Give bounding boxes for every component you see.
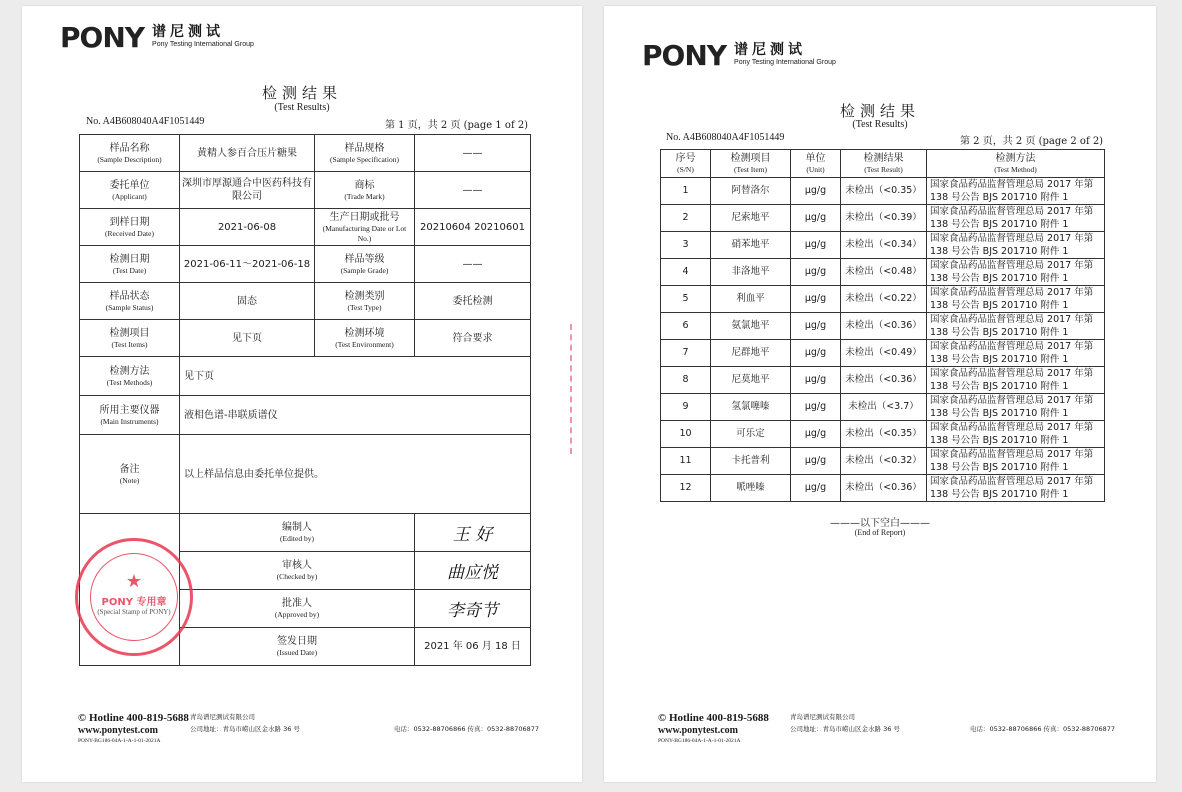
field-label	[80, 435, 180, 514]
column-header	[661, 150, 711, 178]
field-label	[80, 320, 180, 357]
label-en: (Test Type)	[347, 302, 382, 312]
label-en: (Test Result)	[864, 165, 903, 174]
form-code: PONY-BG186-04A-1-A-1-01-2021A	[658, 738, 741, 744]
row-item: 可乐定	[711, 421, 791, 448]
table-row	[80, 209, 531, 246]
website: www.ponytest.com	[658, 725, 738, 736]
label-en: (Applicant)	[112, 191, 147, 201]
page-title: 检测结果	[261, 84, 342, 102]
field-value: 2021-06-11～2021-06-18	[180, 246, 315, 283]
field-label	[80, 283, 180, 320]
company-phone: 电话：0532-88706866 传真：0532-88706877	[394, 725, 540, 733]
label-en: (Approved by)	[274, 610, 320, 619]
row-method: 国家食品药品监督管理总局 2017 年第 138 号公告 BJS 201710 附件 1	[927, 448, 1105, 475]
label-cn: 检测结果	[863, 153, 904, 164]
field-value: ——	[415, 135, 531, 172]
row-item: 阿替洛尔	[711, 178, 791, 205]
row-item: 哌唑嗪	[711, 475, 791, 502]
label-cn: 样品名称	[109, 142, 150, 154]
label-en: (Test Date)	[112, 265, 147, 275]
field-label	[180, 590, 415, 628]
table-row	[661, 259, 1105, 286]
company-phone: 电话：0532-88706866 传真：0532-88706877	[970, 725, 1116, 733]
row-unit: μg/g	[791, 421, 841, 448]
end-of-report-en: (End of Report)	[854, 528, 906, 537]
report-page-1	[22, 6, 582, 782]
logo-cn: 谱尼测试	[152, 24, 225, 40]
field-label	[80, 135, 180, 172]
table-row	[661, 421, 1105, 448]
label-cn: 检测方法	[109, 365, 150, 377]
column-header	[711, 150, 791, 178]
column-header	[927, 150, 1105, 178]
pony-logo	[642, 39, 836, 72]
row-item: 氨氯地平	[711, 313, 791, 340]
label-en: (Note)	[119, 475, 140, 485]
row-result: 未检出（<0.34）	[841, 232, 927, 259]
page-subtitle: (Test Results)	[852, 119, 908, 130]
label-cn: 审核人	[282, 560, 312, 571]
field-label	[315, 246, 415, 283]
end-of-report-cn: ———以下空白———	[830, 518, 930, 529]
row-unit: μg/g	[791, 394, 841, 421]
table-row	[661, 394, 1105, 421]
label-cn: 批准人	[282, 598, 312, 609]
row-unit: μg/g	[791, 475, 841, 502]
row-sn: 11	[661, 448, 711, 475]
row-unit: μg/g	[791, 448, 841, 475]
logo-word: PONY	[60, 21, 145, 54]
row-item: 非洛地平	[711, 259, 791, 286]
label-cn: 委托单位	[109, 179, 150, 191]
special-stamp	[75, 538, 193, 656]
row-sn: 5	[661, 286, 711, 313]
field-label	[315, 283, 415, 320]
field-value: 液相色谱-串联质谱仪	[180, 396, 531, 435]
logo-en: Pony Testing International Group	[152, 41, 254, 48]
footer-left	[658, 712, 769, 745]
row-item: 氢氯噻嗪	[711, 394, 791, 421]
row-item: 卡托普利	[711, 448, 791, 475]
label-cn: 所用主要仪器	[99, 404, 160, 416]
page-number: 第 1 页，共 2 页 (page 1 of 2)	[385, 120, 529, 131]
label-en: (Test Environment)	[335, 339, 394, 349]
row-item: 尼索地平	[711, 205, 791, 232]
report-number: No. A4B608040A4F1051449	[86, 116, 205, 127]
row-result: 未检出（<0.48）	[841, 259, 927, 286]
row-result: 未检出（<0.39）	[841, 205, 927, 232]
field-value: 20210604 20210601	[415, 209, 531, 246]
signature: 曲应悦	[415, 552, 531, 590]
label-cn: 到样日期	[109, 216, 150, 228]
column-header	[791, 150, 841, 178]
field-label	[315, 135, 415, 172]
row-sn: 9	[661, 394, 711, 421]
label-en: (Trade Mark)	[344, 191, 385, 201]
row-method: 国家食品药品监督管理总局 2017 年第 138 号公告 BJS 201710 附件 1	[927, 421, 1105, 448]
row-sn: 10	[661, 421, 711, 448]
label-cn: 检测环境	[344, 327, 385, 339]
row-sn: 4	[661, 259, 711, 286]
table-row	[80, 172, 531, 209]
label-cn: 备注	[119, 463, 140, 475]
label-en: (S/N)	[677, 165, 694, 174]
label-cn: 检测类别	[344, 290, 385, 302]
page-number: 第 2 页，共 2 页 (page 2 of 2)	[960, 136, 1104, 147]
field-value: 黄精人参百合压片糖果	[180, 135, 315, 172]
field-value: ——	[415, 246, 531, 283]
website: www.ponytest.com	[78, 725, 158, 736]
label-en: (Test Method)	[994, 165, 1037, 174]
label-cn: 序号	[675, 153, 696, 164]
label-cn: 生产日期或批号	[329, 211, 400, 223]
table-row	[661, 340, 1105, 367]
row-unit: μg/g	[791, 232, 841, 259]
form-code: PONY-BG186-04A-1-A-1-01-2021A	[78, 738, 161, 744]
label-cn: 商标	[354, 179, 375, 191]
field-value: 固态	[180, 283, 315, 320]
label-cn: 签发日期	[277, 636, 317, 647]
row-result: 未检出（<0.32）	[841, 448, 927, 475]
hotline: © Hotline 400-819-5688	[78, 712, 189, 724]
label-en: (Sample Specification)	[330, 154, 399, 164]
field-label	[315, 172, 415, 209]
row-sn: 8	[661, 367, 711, 394]
row-result: 未检出（<0.35）	[841, 178, 927, 205]
row-sn: 6	[661, 313, 711, 340]
table-row	[80, 283, 531, 320]
table-row	[80, 320, 531, 357]
field-label	[180, 552, 415, 590]
label-en: (Sample Grade)	[340, 265, 389, 275]
row-method: 国家食品药品监督管理总局 2017 年第 138 号公告 BJS 201710 附件 1	[927, 286, 1105, 313]
row-method: 国家食品药品监督管理总局 2017 年第 138 号公告 BJS 201710 附件 1	[927, 367, 1105, 394]
table-row	[661, 367, 1105, 394]
row-result: 未检出（<0.22）	[841, 286, 927, 313]
column-header	[841, 150, 927, 178]
label-en: (Received Date)	[105, 228, 154, 238]
logo-en: Pony Testing International Group	[734, 59, 836, 66]
field-value: 2021-06-08	[180, 209, 315, 246]
row-result: 未检出（<0.36）	[841, 475, 927, 502]
table-row	[661, 448, 1105, 475]
label-en: (Unit)	[806, 165, 825, 174]
star-icon: ★	[125, 571, 143, 592]
table-row	[80, 135, 531, 172]
test-results-table	[660, 149, 1105, 502]
label-en: (Edited by)	[280, 534, 314, 543]
stamp-en: (Special Stamp of PONY)	[97, 608, 171, 616]
row-unit: μg/g	[791, 178, 841, 205]
table-row	[80, 246, 531, 283]
table-row	[661, 178, 1105, 205]
label-cn: 样品状态	[109, 290, 150, 302]
row-item: 尼群地平	[711, 340, 791, 367]
label-en: (Manufacturing Date or Lot No.)	[322, 223, 407, 243]
label-en: (Issued Date)	[276, 648, 318, 657]
field-value: 见下页	[180, 357, 531, 396]
issued-date: 2021 年 06 月 18 日	[415, 628, 531, 666]
label-en: (Test Items)	[111, 339, 148, 349]
company-address: 公司地址：青岛市崂山区金水路 36 号	[190, 725, 300, 733]
field-value: 深圳市厚源通合中医药科技有限公司	[180, 172, 315, 209]
page-subtitle: (Test Results)	[274, 102, 330, 113]
label-en: (Main Instruments)	[100, 416, 159, 426]
field-label	[315, 320, 415, 357]
table-row	[80, 435, 531, 514]
row-method: 国家食品药品监督管理总局 2017 年第 138 号公告 BJS 201710 附件 1	[927, 205, 1105, 232]
report-page-2	[604, 6, 1156, 782]
footer-left	[78, 712, 189, 745]
field-value: 符合要求	[415, 320, 531, 357]
row-method: 国家食品药品监督管理总局 2017 年第 138 号公告 BJS 201710 附件 1	[927, 394, 1105, 421]
label-en: (Sample Status)	[105, 302, 154, 312]
row-sn: 7	[661, 340, 711, 367]
label-cn: 检测项目	[730, 153, 771, 164]
field-label	[80, 396, 180, 435]
row-sn: 12	[661, 475, 711, 502]
label-en: (Checked by)	[276, 572, 318, 581]
row-unit: μg/g	[791, 367, 841, 394]
table-row	[661, 313, 1105, 340]
field-value: 见下页	[180, 320, 315, 357]
row-method: 国家食品药品监督管理总局 2017 年第 138 号公告 BJS 201710 附件 1	[927, 232, 1105, 259]
row-method: 国家食品药品监督管理总局 2017 年第 138 号公告 BJS 201710 附件 1	[927, 475, 1105, 502]
row-result: 未检出（<0.35）	[841, 421, 927, 448]
signature: 李奇节	[415, 590, 531, 628]
seam-stamp	[570, 324, 582, 454]
field-label	[80, 246, 180, 283]
report-number: No. A4B608040A4F1051449	[666, 132, 785, 143]
row-unit: μg/g	[791, 259, 841, 286]
label-en: (Test Methods)	[106, 377, 153, 387]
field-label	[80, 357, 180, 396]
row-method: 国家食品药品监督管理总局 2017 年第 138 号公告 BJS 201710 附件 1	[927, 340, 1105, 367]
label-cn: 单位	[805, 153, 826, 164]
row-result: 未检出（<3.7）	[841, 394, 927, 421]
logo-cn: 谱尼测试	[734, 42, 807, 58]
row-method: 国家食品药品监督管理总局 2017 年第 138 号公告 BJS 201710 附件 1	[927, 178, 1105, 205]
field-value: ——	[415, 172, 531, 209]
label-cn: 样品等级	[344, 253, 385, 265]
field-label	[80, 172, 180, 209]
table-row	[661, 286, 1105, 313]
row-item: 硝苯地平	[711, 232, 791, 259]
field-label	[180, 628, 415, 666]
field-label	[80, 209, 180, 246]
row-item: 尼莫地平	[711, 367, 791, 394]
field-value: 以上样品信息由委托单位提供。	[180, 435, 531, 514]
company-name: 青岛谱尼测试有限公司	[790, 713, 855, 721]
table-row	[661, 205, 1105, 232]
label-cn: 检测项目	[109, 327, 150, 339]
label-cn: 样品规格	[344, 142, 385, 154]
label-cn: 检测方法	[995, 153, 1036, 164]
signature: 王 好	[415, 514, 531, 552]
stamp-text: PONY 专用章	[101, 597, 167, 608]
row-sn: 2	[661, 205, 711, 232]
row-unit: μg/g	[791, 313, 841, 340]
row-result: 未检出（<0.36）	[841, 367, 927, 394]
label-cn: 检测日期	[109, 253, 150, 265]
label-en: (Sample Description)	[97, 154, 162, 164]
table-row	[80, 396, 531, 435]
label-en: (Test Item)	[733, 165, 767, 174]
label-cn: 编制人	[282, 522, 312, 533]
field-label	[180, 514, 415, 552]
row-unit: μg/g	[791, 340, 841, 367]
field-label	[315, 209, 415, 246]
row-method: 国家食品药品监督管理总局 2017 年第 138 号公告 BJS 201710 附件 1	[927, 259, 1105, 286]
row-unit: μg/g	[791, 286, 841, 313]
field-value: 委托检测	[415, 283, 531, 320]
row-sn: 3	[661, 232, 711, 259]
hotline: © Hotline 400-819-5688	[658, 712, 769, 724]
row-result: 未检出（<0.49）	[841, 340, 927, 367]
company-address: 公司地址：青岛市崂山区金水路 36 号	[790, 725, 900, 733]
company-name: 青岛谱尼测试有限公司	[190, 713, 255, 721]
row-unit: μg/g	[791, 205, 841, 232]
page-title: 检测结果	[839, 102, 920, 120]
row-result: 未检出（<0.36）	[841, 313, 927, 340]
row-method: 国家食品药品监督管理总局 2017 年第 138 号公告 BJS 201710 附件 1	[927, 313, 1105, 340]
logo-word: PONY	[642, 39, 727, 72]
row-item: 利血平	[711, 286, 791, 313]
table-row	[80, 357, 531, 396]
pony-logo	[60, 21, 254, 54]
table-row	[661, 232, 1105, 259]
table-row	[661, 475, 1105, 502]
row-sn: 1	[661, 178, 711, 205]
